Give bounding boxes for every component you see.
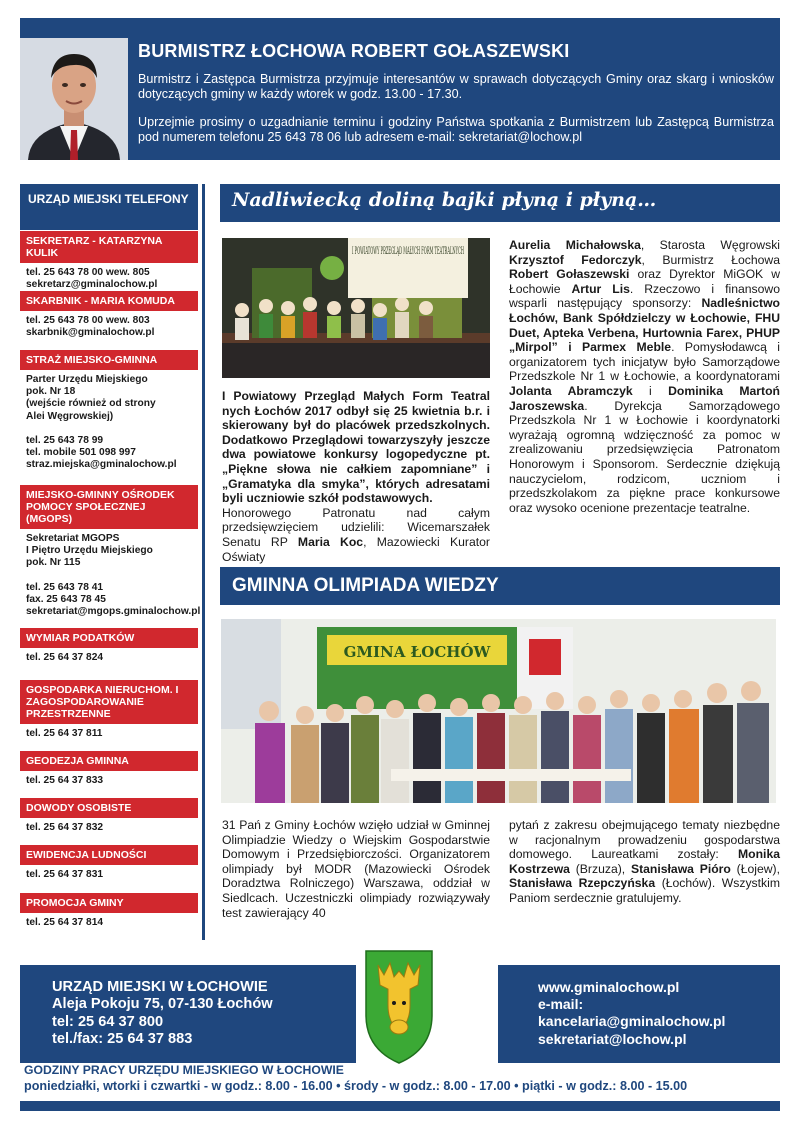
svg-text:GMINA ŁOCHÓW: GMINA ŁOCHÓW [343, 643, 491, 661]
contact-line: sekretariat@mgops.gminalochow.pl [26, 606, 201, 618]
department-name: STRAŻ MIEJSKO-GMINNA [20, 350, 198, 370]
bold-run: Nadleśnictwo Łochów, Bank Spółdzielczy w Łochowie, FHU Duet, Apteka Verbena, Hurtownia Farex, PHUP „Mirpol” i Parmex Meble [509, 296, 780, 355]
mayor-header [20, 38, 780, 160]
department-item [20, 751, 198, 791]
contact-line: fax. 25 643 78 45 [26, 593, 106, 605]
contact-line: tel. 25 64 37 832 [26, 822, 104, 833]
department-contact [20, 370, 198, 475]
email-label: e-mail: [538, 996, 584, 1013]
contact-line: tel. mobile 501 098 997 [26, 447, 136, 459]
article1-intro [222, 389, 490, 564]
department-item [20, 893, 198, 933]
contact-line: Sekretariat MGOPS [26, 533, 120, 544]
lochow-coat-of-arms-icon [364, 945, 434, 1065]
office-phone: tel: 25 64 37 800 [52, 1013, 164, 1030]
phone-directory [20, 184, 198, 230]
article1-lead: I Powiatowy Przegląd Małych Form Teatral nych Łochów 2017 odbył się 25 kwietnia b.r. i skierowany był do placówek przedszkolnych. Dodatkowo Przeglądowi towarzyszyły jeszcze dwa powiatowe konkursy logopedyczne pt. „Piękne słowa nie całkiem zapomniane” i „Gramatyka dla smyka”, których adresatami byli uczniowie szkół podstawowych. [222, 389, 490, 506]
department-item [20, 628, 198, 668]
article1-patron-name: Maria Koc [297, 534, 364, 549]
bold-run: Robert Gołaszewski [509, 267, 630, 282]
text-run: (Łojew), [730, 861, 780, 876]
bold-run: Krzysztof Fedorczyk [509, 252, 642, 267]
article1-title: Nadliwiecką doliną bajki płyną i płyną… [232, 189, 657, 211]
mayor-hours-text: Burmistrz i Zastępca Burmistrza przyjmuje interesantów w sprawach dotyczących Gminy oraz skarg i wniosków dotyczących gminy w każdy wtorek w godz. 13.00 - 17.30. [138, 72, 774, 101]
department-name: EWIDENCJA LUDNOŚCI [20, 845, 198, 865]
contact-line: I Piętro Urzędu Miejskiego [26, 545, 153, 557]
text-run: (Łochów). Wszystkim Paniom serdecznie gratulujemy. [509, 876, 780, 905]
department-name: DOWODY OSOBISTE [20, 798, 198, 818]
office-contact-box [20, 965, 356, 1063]
text-run: , Starosta Węgrowski [640, 238, 781, 252]
bold-run: Stanisława Rzepczyńska [509, 876, 656, 891]
bold-run: Monika Kostrzewa [509, 847, 780, 876]
mayor-portrait [20, 38, 128, 160]
text-run: . Rzeczowo i finansowo wsparli następujący sponsorzy: [509, 281, 780, 311]
mayor-contact-text: Uprzejmie prosimy o uzgadnianie terminu i godziny Państwa spotkania z Burmistrzem lub Zastępcą Burmistrza pod numerem telefonu 25 643 78 06 lub adresem e-mail: sekretariat@lochow.pl [138, 115, 774, 144]
mayor-title: BURMISTRZ ŁOCHOWA ROBERT GOŁASZEWSKI [138, 41, 570, 61]
department-item [20, 680, 198, 744]
top-bar [20, 18, 780, 38]
office-fax: tel./fax: 25 64 37 883 [52, 1031, 193, 1048]
contact-line: tel. 25 643 78 00 wew. 805 [26, 267, 150, 278]
department-contact [20, 648, 198, 668]
bottom-bar [20, 1101, 780, 1111]
email-kancelaria[interactable]: kancelaria@gminalochow.pl [538, 1013, 726, 1030]
department-contact [20, 311, 198, 343]
text-run: , Burmistrz Łochowa [641, 252, 780, 267]
text-run: (Brzuza), [569, 861, 631, 876]
department-contact [20, 724, 198, 744]
article1-patronage-end: , Mazowiecki Kurator Oświaty [222, 534, 490, 564]
office-hours-title: GODZINY PRACY URZĘDU MIEJSKIEGO W ŁOCHOWIE [24, 1063, 344, 1077]
article1-header [220, 184, 780, 222]
department-contact [20, 818, 198, 838]
department-item [20, 845, 198, 885]
text-run: i [632, 383, 669, 398]
office-hours: poniedziałki, wtorki i czwartki - w godz.: 8.00 - 16.00 • środy - w godz.: 8.00 - 17.00 • piątki - w godz.: 8.00 - 15.00 [24, 1079, 688, 1093]
contact-line: sekretarz@gminalochow.pl [26, 279, 158, 291]
svg-text:I POWIATOWY PRZEGLĄD MAŁYCH FO: I POWIATOWY PRZEGLĄD MAŁYCH FORM TEATRALNYCH [352, 246, 465, 257]
text-run: pytań z zakresu obejmującego tematy niezbędne w racjonalnym prowadzeniu gospodarstwa domowego. Laureatkami zostały: [509, 818, 780, 862]
article2-title: GMINNA OLIMPIADA WIEDZY [232, 575, 499, 596]
contact-line: Alei Węgrowskiej) [26, 410, 114, 422]
contact-line: straz.miejska@gminalochow.pl [26, 459, 177, 471]
department-name: GOSPODARKA NIERUCHOM. I ZAGOSPODAROWANIE PRZESTRZENNE [20, 680, 198, 724]
department-item [20, 350, 198, 475]
bold-run: Artur Lis [571, 281, 630, 296]
contact-line: tel. 25 64 37 811 [26, 728, 103, 739]
bold-run: Dominika Martoń Jaroszewska [509, 383, 780, 413]
festival-banner [318, 238, 468, 298]
article1-patronage: Honorowego Patronatu nad całym przedsięwzięciem udzielili: Wicemarszałek Senatu RP [222, 505, 490, 549]
office-name: URZĄD MIEJSKI W ŁOCHOWIE [52, 979, 268, 995]
department-name: MIEJSKO-GMINNY OŚRODEK POMOCY SPOŁECZNEJ (MGOPS) [20, 485, 198, 529]
contact-line: tel. 25 64 37 824 [26, 652, 104, 663]
article1-continuation [509, 238, 780, 515]
department-contact [20, 913, 198, 933]
contact-line [26, 570, 192, 582]
department-name: GEODEZJA GMINNA [20, 751, 198, 771]
contact-line: pok. Nr 18 [26, 386, 76, 398]
text-run: . Pomysłodawcą i organizatorem tych inicjatyw było Samorządowe Przedszkole Nr 1 w Łochowie, a koordynatorami [509, 340, 781, 384]
department-contact [20, 529, 201, 622]
contact-line: skarbnik@gminalochow.pl [26, 327, 155, 339]
contact-line: tel. 25 64 37 814 [26, 917, 104, 928]
contact-line: Parter Urzędu Miejskiego [26, 374, 148, 385]
article2-text-right [509, 818, 780, 906]
contact-line: tel. 25 64 37 833 [26, 775, 104, 786]
column-divider [202, 184, 205, 940]
bold-run: Stanisława Pióro [630, 861, 731, 876]
contact-line: pok. Nr 115 [26, 557, 81, 569]
contact-line: tel. 25 643 78 41 [26, 581, 104, 593]
department-item [20, 485, 201, 622]
contact-line: tel. 25 643 78 00 wew. 803 [26, 315, 150, 326]
website-link[interactable]: www.gminalochow.pl [538, 979, 680, 995]
office-address: Aleja Pokoju 75, 07-130 Łochów [52, 996, 273, 1013]
olympiad-photo [221, 619, 776, 803]
contact-line [26, 423, 192, 435]
department-contact [20, 865, 198, 885]
contact-line: (wejście również od strony [26, 398, 156, 410]
article2-header [220, 567, 780, 605]
department-item [20, 798, 198, 838]
department-name: PROMOCJA GMINY [20, 893, 198, 913]
phone-directory-title: URZĄD MIEJSKI TELEFONY [20, 184, 198, 230]
department-item [20, 291, 198, 343]
contact-line: tel. 25 64 37 831 [26, 869, 104, 880]
article2-text-left: 31 Pań z Gminy Łochów wzięło udział w Gminnej Olimpiadzie Wiedzy o Wiejskim Gospodarstwie Domowym i Przedsiębiorczości. Organizatorem olimpiady był MODR (Mazowiecki Ośrodek Doradztwa Rolniczego) Warszawa, oddział w Siedlcach. Uczestniczki olimpiady rozwiązywały test zawierający 40 [222, 818, 490, 920]
contact-line: tel. 25 643 78 99 [26, 434, 104, 446]
bold-run: Aurelia Michałowska [509, 238, 641, 252]
bold-run: Jolanta Abramczyk [509, 383, 633, 398]
department-name: SEKRETARZ - KATARZYNA KULIK [20, 231, 198, 263]
text-run: . Dyrekcja Samorządowego Przedszkola Nr 1 w Łochowie i koordynatorki wyrażają ogromną wdzięczność za pomoc w zrealizowaniu przedsięwzięcia Patronatom Honorowym i Sponsorom. Serdecznie dziękują nauczycielom, rodzicom, uczniom i przedszkolakom za piękne prace konkursowe oraz wysoko ocenione prezentacje teatralne. [509, 398, 780, 515]
department-name: WYMIAR PODATKÓW [20, 628, 198, 648]
web-contact-box [498, 965, 780, 1063]
email-sekretariat[interactable]: sekretariat@lochow.pl [538, 1030, 687, 1047]
department-name: SKARBNIK - MARIA KOMUDA [20, 291, 198, 311]
text-run: oraz Dyrektor MiGOK w Łochowie [509, 267, 780, 296]
department-item [20, 231, 198, 295]
department-contact [20, 771, 198, 791]
